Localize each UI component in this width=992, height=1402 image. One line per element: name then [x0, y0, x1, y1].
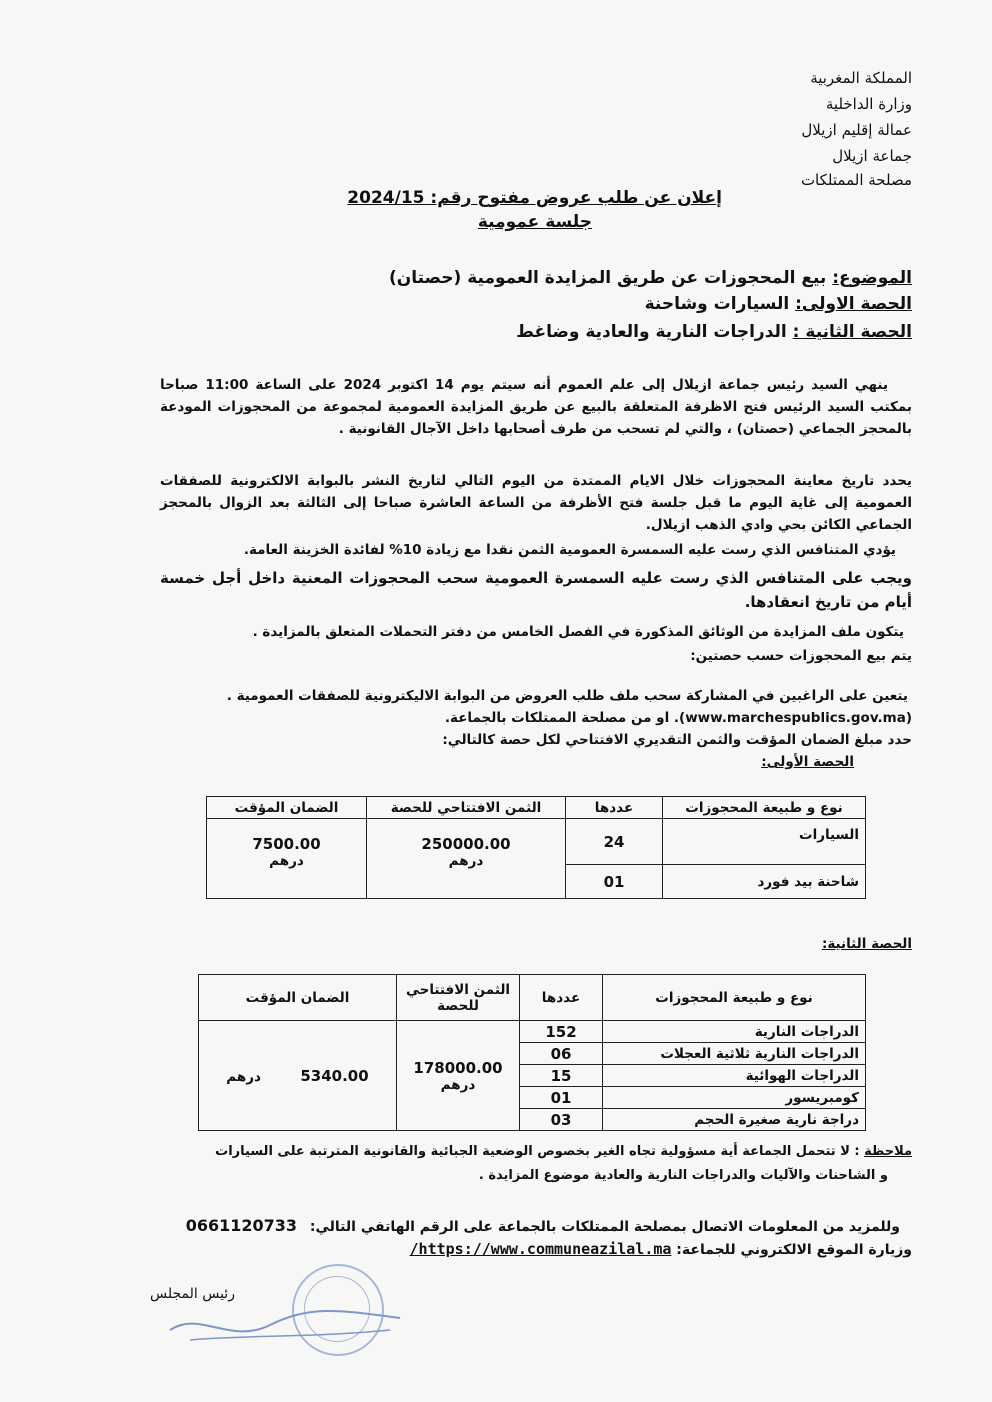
lot2-price-cell — [397, 1021, 520, 1131]
signature-mark — [160, 1290, 420, 1360]
lot1-row1-item: السيارات — [663, 819, 866, 865]
paragraph-lots: يتم بيع المحجوزات حسب حصتين: — [690, 648, 912, 664]
page-title: إعلان عن طلب عروض مفتوح رقم: 2024/15 — [347, 188, 722, 208]
lot2-row2-item: الدراجات النارية ثلاثية العجلات — [603, 1043, 866, 1065]
header-line-kingdom: المملكة المغربية — [810, 69, 912, 87]
website-line — [410, 1240, 912, 1258]
lot1-col-count: عددها — [566, 797, 663, 819]
lot2-subject-label: الحصة الثانية : — [792, 322, 912, 342]
paragraph-portal-url: (www.marchespublics.gov.ma). او من مصلحة الممتلكات بالجماعة. — [444, 710, 912, 726]
lot2-row4-count: 01 — [520, 1087, 603, 1109]
paragraph-download: يتعين على الراغبين في المشاركة سحب ملف طلب العروض من البوابة الاليكترونية للصفقات العمومية . — [226, 688, 908, 704]
header-line-commune: جماعة ازيلال — [832, 147, 912, 165]
header-line-province: عمالة إقليم ازيلال — [801, 121, 912, 139]
header-line-service: مصلحة الممتلكات — [800, 171, 912, 189]
lot2-row3-count: 15 — [520, 1065, 603, 1087]
lot2-row2-count: 06 — [520, 1043, 603, 1065]
lot1-table — [206, 796, 866, 899]
lot2-col-item: نوع و طبيعة المحجوزات — [603, 975, 866, 1021]
lot2-price: 178000.00 — [413, 1058, 503, 1077]
lot1-col-price: الثمن الافتتاحي للحصة — [367, 797, 566, 819]
paragraph-withdrawal: ويجب على المتنافس الذي رست عليه السمسرة العمومية سحب المحجوزات المعنية داخل أجل خمسة أيام من تاريخ انعقادها. — [160, 569, 912, 611]
paragraph-payment: يؤدي المتنافس الذي رست عليه السمسرة العمومية الثمن نقدا مع زيادة 10% لفائدة الخزينة العامة. — [243, 542, 896, 558]
lot1-col-item: نوع و طبيعة المحجوزات — [663, 797, 866, 819]
lot2-col-count: عددها — [520, 975, 603, 1021]
table-row — [207, 819, 866, 865]
paragraph-inspection: يحدد تاريخ معاينة المحجوزات خلال الايام الممتدة من اليوم التالي لتاريخ النشر بالبوابة الالكترونية للصفقات العمومية إلى غاية اليوم ما قبل جلسة فتح الأظرفة من الساعة العاشرة صباحا إلى الثالثة بعد الزوال بالمحجز الجماعي الكائن بحي وادي الذهب ازيلال. — [160, 473, 912, 533]
lot1-subject-text: السيارات وشاحنة — [644, 294, 796, 314]
header-line-ministry: وزارة الداخلية — [825, 95, 912, 113]
lot2-heading: الحصة الثانية: — [821, 936, 912, 952]
paragraph-announcement: ينهي السيد رئيس جماعة ازيلال إلى علم العموم أنه سيتم يوم 14 اكتوبر 2024 على الساعة 11:00 صباحا بمكتب السيد الرئيس فتح الاظرفة المتعلقة بالبيع عن طريق المزايدة العمومية لمجموعة من المحجوزات المودعة بالمحجز الجماعي (حصتان) ، والتي لم تسحب من طرف أصحابها داخل الآجال القانونية . — [160, 377, 912, 437]
note-label: ملاحظة — [864, 1144, 912, 1159]
website-link[interactable]: https://www.communeazilal.ma/ — [409, 1240, 672, 1258]
website-label: وزيارة الموقع الالكتروني للجماعة: — [676, 1242, 912, 1258]
lot2-guarantee-cell — [199, 1021, 397, 1131]
contact-phone: 0661120733 — [185, 1216, 298, 1235]
lot1-heading: الحصة الأولى: — [761, 754, 854, 770]
contact-line — [186, 1216, 900, 1235]
lot1-guarantee: 7500.00 — [252, 835, 321, 853]
lot2-row4-item: كومبريسور — [603, 1087, 866, 1109]
signature-title: رئيس المجلس — [150, 1286, 235, 1302]
lot2-guarantee-unit: درهم — [226, 1068, 261, 1085]
lot2-row1-item: الدراجات النارية — [603, 1021, 866, 1043]
lot2-table — [198, 974, 866, 1131]
lot1-col-guarantee: الضمان المؤقت — [207, 797, 367, 819]
lot2-row1-count: 152 — [520, 1021, 603, 1043]
lot1-subject-label: الحصة الاولى: — [795, 294, 912, 314]
lot1-row1-count: 24 — [566, 819, 663, 865]
note-text-1: : لا تتحمل الجماعة أية مسؤولية تجاه الغير بخصوص الوضعية الجبائية والقانونية المترتبة على السيارات — [215, 1144, 865, 1159]
contact-text: وللمزيد من المعلومات الاتصال بمصلحة الممتلكات بالجماعة على الرقم الهاتفي التالي: — [309, 1219, 900, 1235]
note-text-2: و الشاحنات والآليات والدراجات النارية والعادية موضوع المزايدة . — [478, 1168, 888, 1183]
lot2-subject-text: الدراجات النارية والعادية وضاغط — [516, 322, 793, 342]
lot2-row3-item: الدراجات الهوائية — [603, 1065, 866, 1087]
lot2-price-unit: درهم — [440, 1076, 476, 1093]
paragraph-file: يتكون ملف المزايدة من الوثائق المذكورة في الفصل الخامس من دفتر التحملات المتعلق بالمزايدة . — [252, 624, 904, 640]
lot2-row5-count: 03 — [520, 1109, 603, 1131]
lot2-subject-line — [516, 322, 912, 342]
lot2-col-guarantee: الضمان المؤقت — [199, 975, 397, 1021]
lot1-guarantee-unit: درهم — [269, 853, 304, 869]
subject-line — [389, 268, 912, 288]
subject-label: الموضوع: — [832, 268, 912, 288]
page-subtitle: جلسة عمومية — [477, 212, 592, 232]
lot1-price-unit: درهم — [448, 853, 484, 869]
lot2-col-price: الثمن الافتتاحي للحصة — [397, 975, 520, 1021]
lot2-row5-item: دراجة نارية صغيرة الحجم — [603, 1109, 866, 1131]
note-line — [215, 1144, 912, 1159]
paragraph-guarantee-intro: حدد مبلغ الضمان المؤقت والثمن التقديري الافتتاحي لكل حصة كالتالي: — [442, 732, 912, 748]
lot1-price-cell — [367, 819, 566, 899]
table-row — [199, 1021, 866, 1043]
lot1-row2-item: شاحنة بيد فورد — [663, 865, 866, 899]
lot1-guarantee-cell — [207, 819, 367, 899]
lot1-row2-count: 01 — [566, 865, 663, 899]
lot1-subject-line — [645, 294, 912, 314]
lot1-price: 250000.00 — [421, 835, 511, 853]
subject-text: بيع المحجوزات عن طريق المزايدة العمومية (حصتان) — [388, 268, 833, 288]
lot2-guarantee: 5340.00 — [300, 1066, 369, 1085]
